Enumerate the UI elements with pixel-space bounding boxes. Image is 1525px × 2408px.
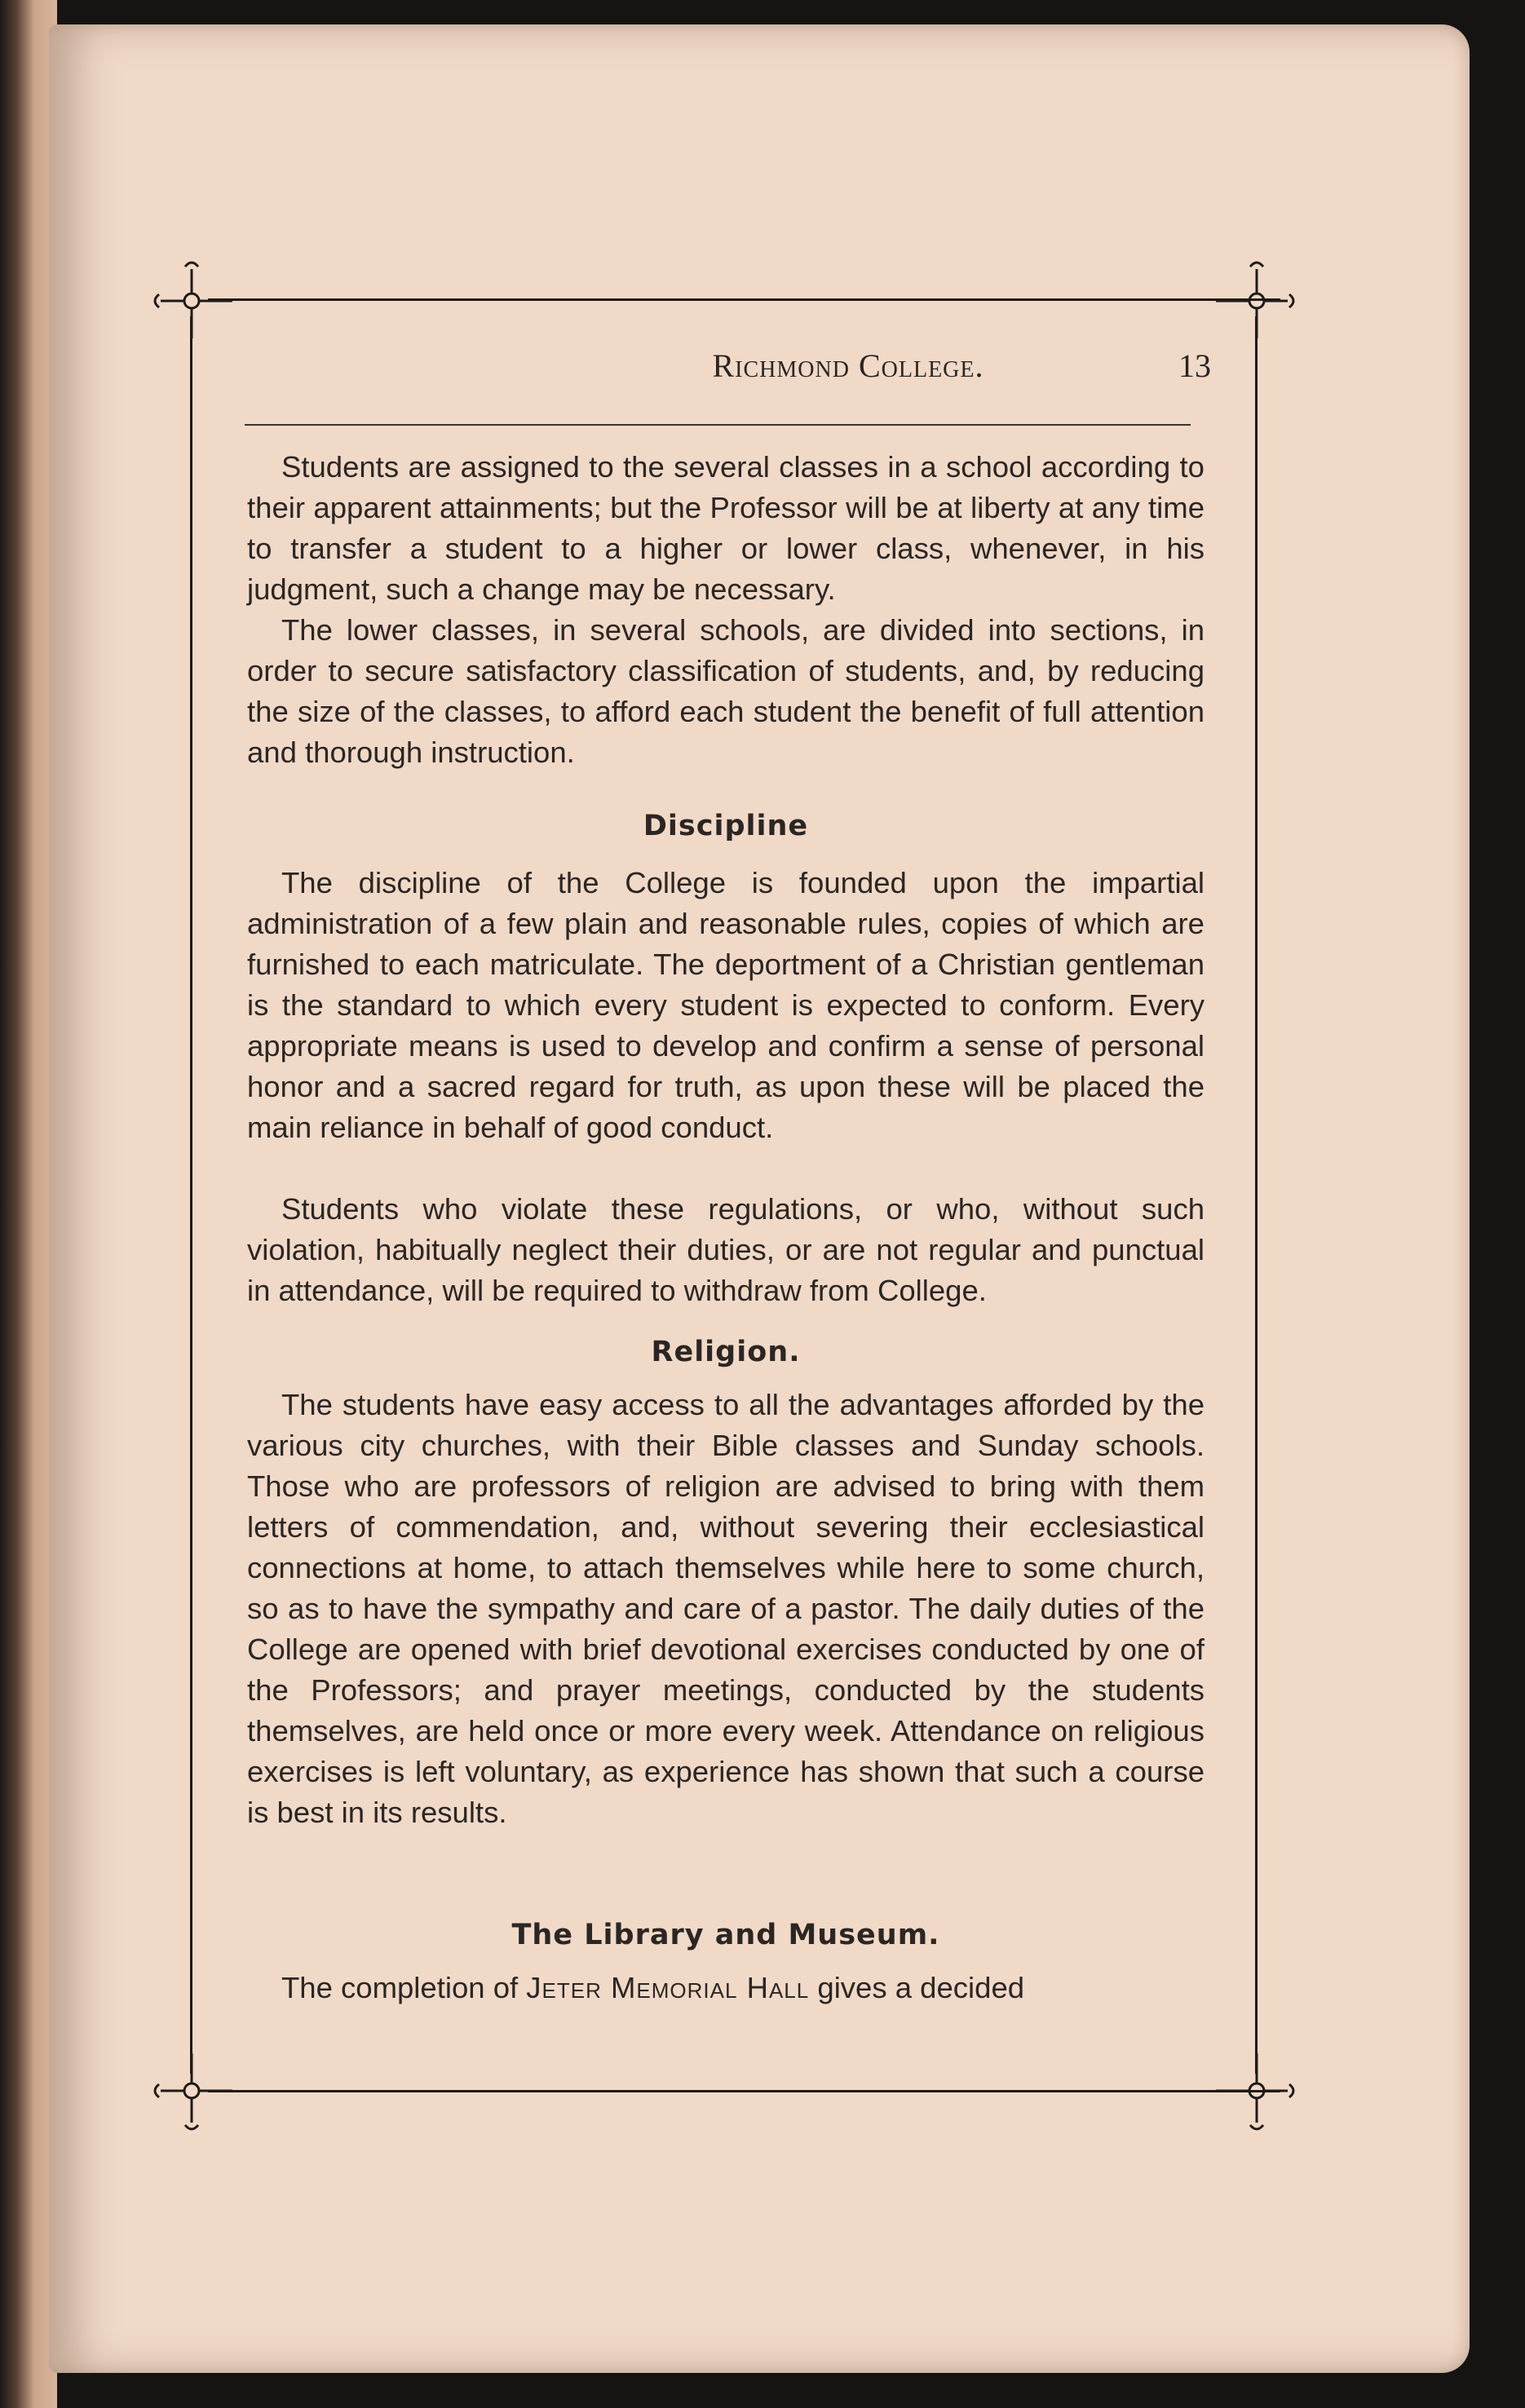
page-number: 13: [1178, 347, 1211, 384]
paragraph-religion: The students have easy access to all the advantages afforded by the various city churches, with their Bible classes and Sunday schools. Those who are professors of religion are advised to bring with them letters of commendation, and, without severing their ecclesiastical connections at home, to attach themselves while here to some church, so as to have the sympathy and care of a pastor. The daily duties of the College are opened with brief devotional exercises conducted by one of the Professors; and prayer meetings, conducted by the students themselves, are held once or more every week. Attendance on religious exercises is left voluntary, as experience has shown that such a course is best in its results.: [247, 1388, 1205, 1829]
library-text-end: gives a decided: [817, 1971, 1025, 2004]
paragraph-class-assignment: Students are assigned to the several classes in a school according to their apparent attainments; but the Professor will be at liberty at any time to transfer a student to a higher or lower class, whenever, in his judgment, such a change may be necessary.: [247, 450, 1205, 606]
college-name: Richmond College.: [712, 347, 984, 384]
frame-left-line: [190, 316, 192, 2074]
heading-religion: Religion.: [651, 1336, 801, 1368]
paragraph-sections: The lower classes, in several schools, are divided into sections, in order to secure satisfactory classification of students, and, by reducing the size of the classes, to afford each student the benefit of full attention and thorough instruction.: [247, 613, 1205, 769]
paragraph-withdrawal: Students who violate these regulations, or who, without such violation, habitually neglect their duties, or are not regular and punctual in attendance, will be required to withdraw from College.: [247, 1192, 1205, 1307]
running-header: [245, 347, 1211, 395]
corner-ornament-bottom-left: [151, 2053, 232, 2143]
running-title: [563, 347, 1134, 385]
frame-right-line: [1255, 316, 1258, 2074]
library-text-start: The completion of: [281, 1971, 519, 2004]
body-text: [247, 447, 1205, 2004]
corner-ornament-top-left: [151, 249, 232, 338]
header-rule: [245, 424, 1191, 426]
heading-library-museum: The Library and Museum.: [511, 1919, 940, 1951]
corner-ornament-bottom-right: [1216, 2053, 1297, 2143]
jeter-memorial-hall: Jeter Memorial Hall: [526, 1971, 810, 2004]
paragraph-discipline: The discipline of the College is founded upon the impartial administration of a few plain and reasonable rules, copies of which are furnished to each matriculate. The deportment of a Christian gentleman is the standard to which every student is expected to conform. Every appropriate means is used to develop and confirm a sense of personal honor and a sacred regard for truth, as upon these will be placed the main reliance in behalf of good conduct.: [247, 866, 1205, 1144]
heading-discipline: Discipline: [643, 810, 809, 842]
paragraph-library: [247, 1968, 1205, 2008]
frame-top-line: [208, 298, 1280, 301]
frame-bottom-line: [208, 2090, 1280, 2092]
corner-ornament-top-right: [1216, 249, 1297, 338]
